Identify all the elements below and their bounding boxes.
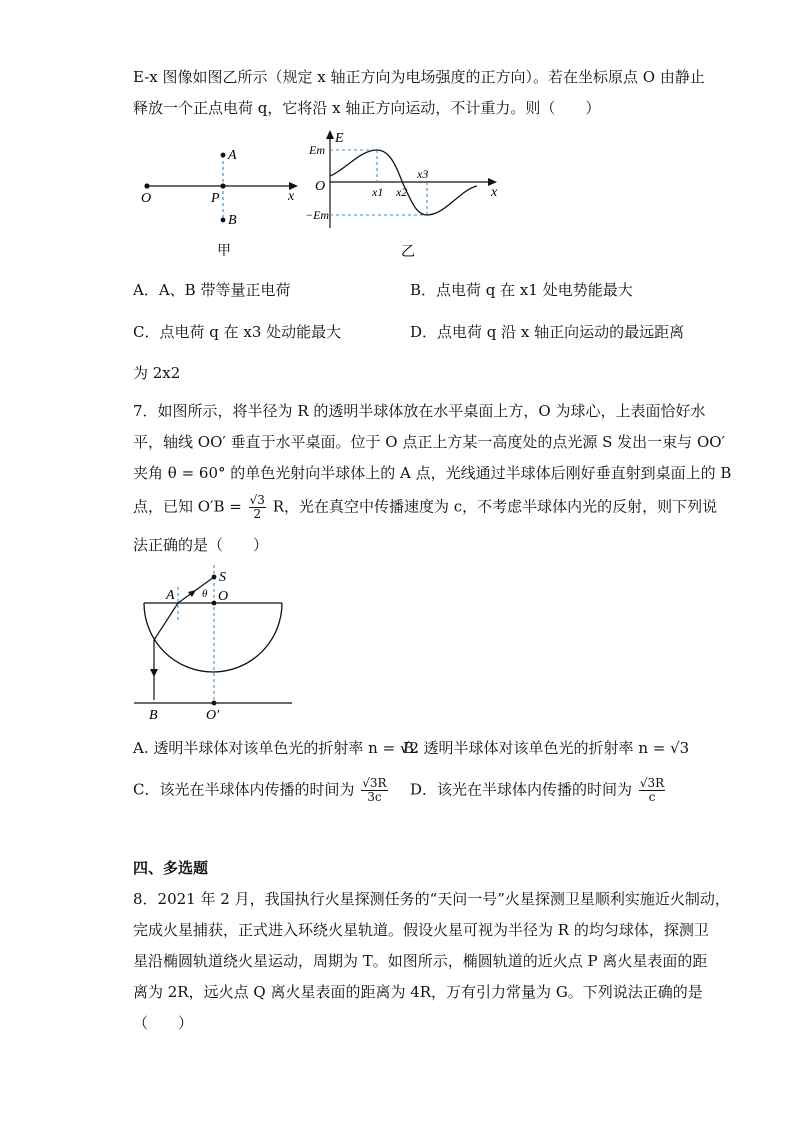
figure-hemisphere [130,565,305,725]
label-a: A [166,588,175,603]
q7-stem-line-5: 法正确的是（ ） [133,536,269,554]
hemisphere-arc [144,603,282,672]
q8-stem-line-5: （ ） [133,1014,194,1032]
q8-stem-line-3: 星沿椭圆轨道绕火星运动，周期为 T。如图所示，椭圆轨道的近火点 P 离火星表面的距 [133,952,708,970]
figure-jia [133,140,313,265]
point-p [220,183,225,188]
point-o [144,183,149,188]
q7-stem-line-3: 夹角 θ = 60° 的单色光射向半球体上的 A 点，光线通过半球体后刚好垂直射到桌面上的 B [133,464,732,482]
point-b [221,218,226,223]
point-a [221,153,226,158]
caption-yi: 乙 [401,245,415,260]
point-s [212,575,217,580]
q7-option-d [410,777,667,804]
label-s: S [219,570,226,585]
label-x3: x3 [417,167,429,181]
fraction-numerator: √3R [639,776,665,790]
q6-option-d: D．点电荷 q 沿 x 轴正向运动的最远距离 [410,323,685,341]
q8-stem-line-4: 离为 2R，远火点 Q 离火星表面的距离为 4R，万有引力常量为 G。下列说法正确的是 [133,983,703,1001]
figure-yi [305,128,505,265]
q7-option-d-fraction [639,777,665,804]
q7-option-d-text: D．该光在半球体内传播的时间为 [410,780,633,799]
point-o-prime [212,701,217,706]
q7-option-b: B. 透明半球体对该单色光的折射率 n = √3 [403,739,690,757]
q7-option-a: A. 透明半球体对该单色光的折射率 n = √2 [133,739,420,757]
label-o: O [218,589,229,604]
q6-option-c: C．点电荷 q 在 x3 处动能最大 [133,323,342,341]
q7-stem-line-1: 7．如图所示，将半径为 R 的透明半球体放在水平桌面上方，O 为球心，上表面恰好水 [133,402,706,420]
sqrt3-over-2-fraction [249,494,266,521]
q7-option-c-text: C．该光在半球体内传播的时间为 [133,780,355,799]
q6-stem-line-1: E-x 图像如图乙所示（规定 x 轴正方向为电场强度的正方向）。若在坐标原点 O 由静止 [133,68,705,86]
q6-option-a: A．A、B 带等量正电荷 [133,281,291,299]
label-o-prime: O′ [206,708,220,723]
caption-jia: 甲 [217,244,231,259]
q7-line4-post: R，光在真空中传播速度为 c，不考虑半球体内光的反射，则下列说 [272,497,718,516]
label-x-axis: x [491,185,498,200]
q7-option-c-fraction [361,777,387,804]
point-o-center [212,601,217,606]
q7-option-c [133,777,390,804]
q6-stem-line-2: 释放一个正点电荷 q，它将沿 x 轴正方向运动，不计重力。则（ ） [133,99,601,117]
q8-stem-line-2: 完成火星捕获，正式进入环绕火星轨道。假设火星可视为半径为 R 的均匀球体，探测卫 [133,921,709,939]
label-origin: O [315,179,326,194]
fraction-numerator: √3 [249,493,265,507]
q7-stem-line-2: 平，轴线 OO′ 垂直于水平桌面。位于 O 点正上方某一高度处的点光源 S 发出一束与 OO′ [133,433,725,451]
label-x2: x2 [396,185,408,199]
fraction-numerator: √3R [362,776,387,790]
label-em: Em [309,143,325,157]
label-p: P [211,191,220,206]
fraction-denominator: c [648,790,656,804]
fraction-denominator: 2 [253,507,262,521]
fraction-denominator: 3c [367,790,382,804]
q7-line4-pre: 点，已知 O′B = [133,497,242,516]
label-neg-em: −Em [305,208,330,222]
label-b: B [149,708,158,723]
label-theta: θ [202,588,208,600]
label-x1: x1 [372,185,384,199]
label-o: O [141,191,152,206]
label-a: A [228,148,237,163]
label-e: E [335,131,344,146]
section-heading-multiple-choice: 四、多选题 [133,859,209,877]
q8-stem-line-1: 8．2021 年 2 月，我国执行火星探测任务的“天问一号”火星探测卫星顺利实施近火制动， [133,890,730,908]
q6-option-d-continued: 为 2x2 [133,364,181,382]
q7-stem-line-4 [133,494,717,521]
label-b: B [228,213,237,228]
q6-option-b: B．点电荷 q 在 x1 处电势能最大 [410,281,633,299]
label-x: x [288,189,295,204]
